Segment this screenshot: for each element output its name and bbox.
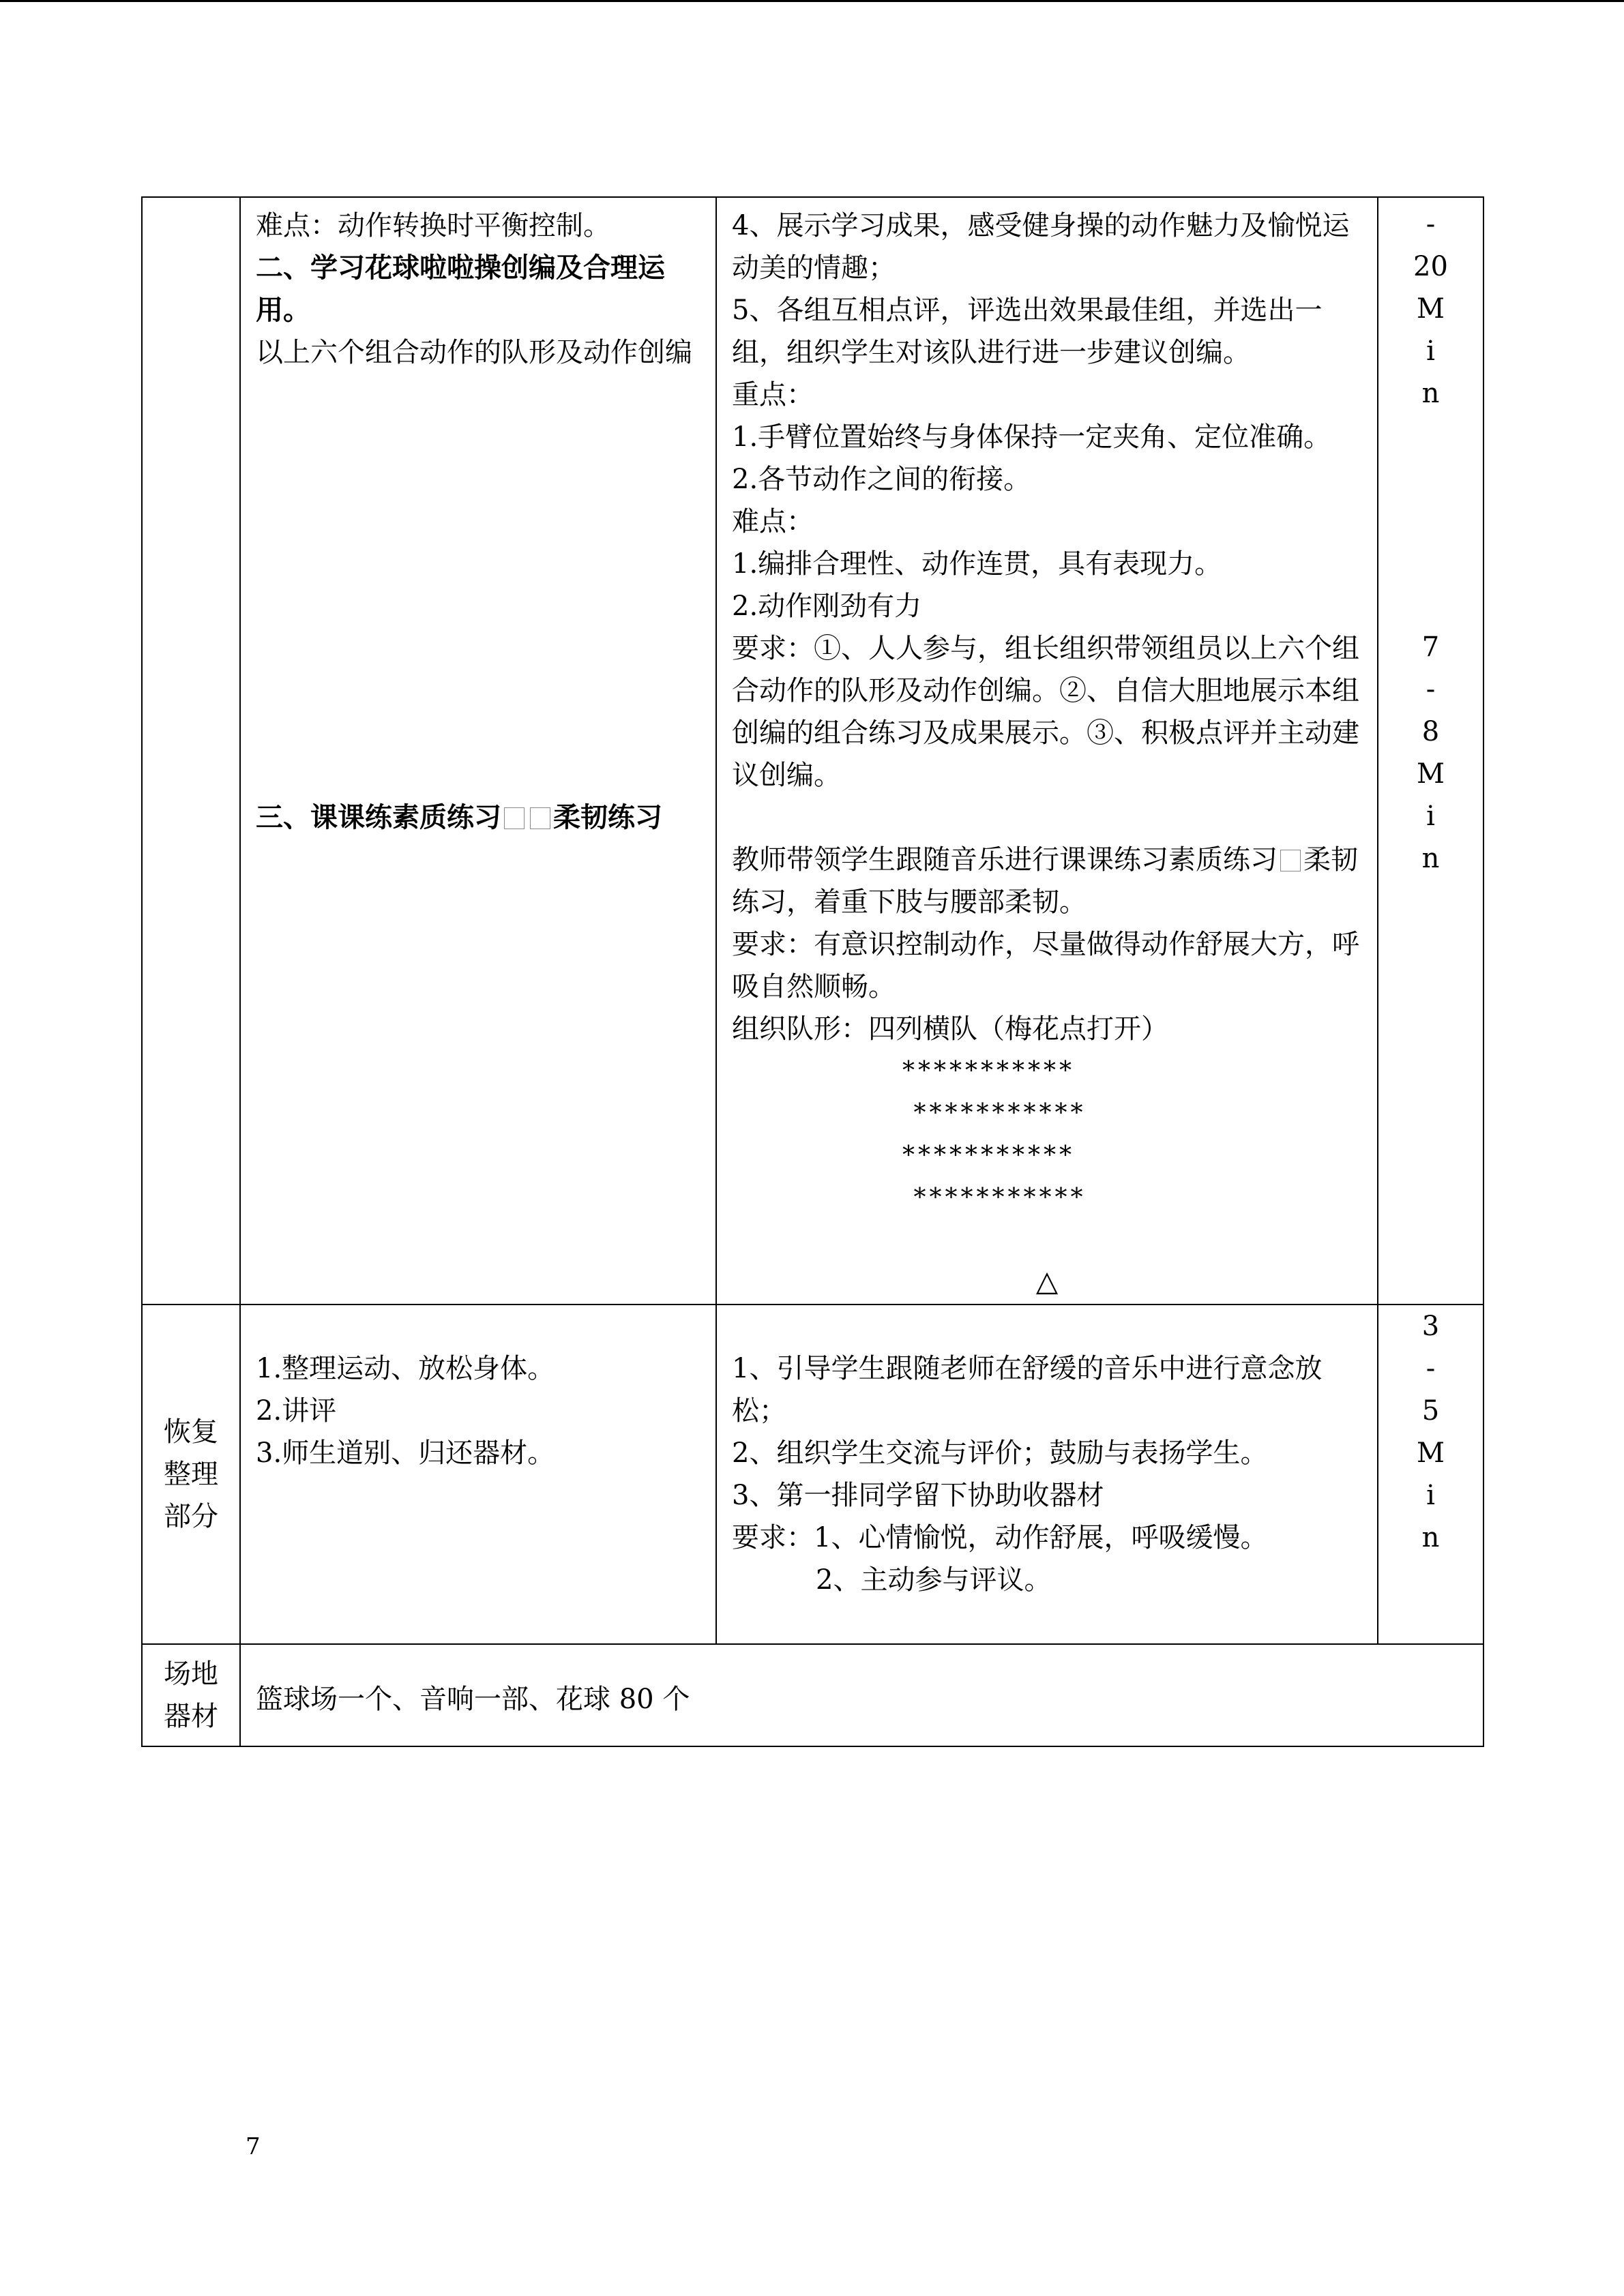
time-char: M xyxy=(1417,1437,1445,1469)
recovery-method-line: 3、第一排同学留下协助收器材 xyxy=(732,1480,1104,1511)
method-line: 1.手臂位置始终与身体保持一定夹角、定位准确。 xyxy=(732,421,1331,453)
main-section-row xyxy=(142,197,1483,1304)
main-section-label-cell xyxy=(142,197,240,1304)
part3-title xyxy=(256,796,700,839)
recovery-time-cell xyxy=(1378,1304,1483,1644)
equipment-section-row xyxy=(142,1644,1483,1746)
time-char: 7 xyxy=(1421,631,1440,663)
time-char: i xyxy=(1426,801,1435,832)
part3-title-end: 柔韧练习 xyxy=(553,801,662,833)
recovery-section-row xyxy=(142,1304,1483,1644)
recovery-label-line: 恢复 xyxy=(164,1416,218,1448)
difficulty-line: 难点：动作转换时平衡控制。 xyxy=(256,210,610,241)
time-char: M xyxy=(1417,293,1445,325)
time-char: - xyxy=(1426,674,1436,705)
formation-row: *********** xyxy=(902,1099,1087,1127)
time-char: 5 xyxy=(1421,1395,1440,1427)
part3-method-start: 教师带领学生跟随音乐进行课课练习素质练习 xyxy=(732,844,1278,876)
formation-row: *********** xyxy=(902,1184,1087,1212)
missing-glyph-box xyxy=(530,807,550,829)
method-line: 5、各组互相点评，评选出效果最佳组，并选出一组，组织学生对该队进行进一步建议创编。 xyxy=(732,295,1323,368)
time-char: - xyxy=(1426,1353,1436,1384)
main-section-content-cell xyxy=(240,197,716,1304)
formation-row: *********** xyxy=(902,1057,1075,1085)
recovery-method-cell xyxy=(716,1304,1378,1644)
time-char: n xyxy=(1421,843,1440,874)
part3-method xyxy=(732,839,1362,923)
part3-title-start: 三、课课练素质练习 xyxy=(256,801,501,833)
time-char: n xyxy=(1421,1522,1440,1553)
method-line: 重点： xyxy=(732,379,814,411)
method-line: 要求：①、人人参与，组长组织带领组员以上六个组合动作的队形及动作创编。②、自信大胆地展示本组创编的组合练习及成果展示。③、积极点评并主动建议创编。 xyxy=(732,633,1359,791)
missing-glyph-box xyxy=(1280,850,1301,871)
method-line: 难点： xyxy=(732,506,814,537)
recovery-item: 1.整理运动、放松身体。 xyxy=(256,1353,555,1384)
recovery-item: 2.讲评 xyxy=(256,1395,337,1427)
time-char: 3 xyxy=(1421,1311,1440,1342)
part3-requirement: 要求：有意识控制动作，尽量做得动作舒展大方，呼吸自然顺畅。 xyxy=(732,929,1359,1002)
recovery-method-line: 1、引导学生跟随老师在舒缓的音乐中进行意念放松； xyxy=(732,1353,1323,1427)
time-char: i xyxy=(1426,1480,1435,1511)
part3-method-end: 柔韧练习，着重下肢与腰部柔韧。 xyxy=(732,844,1358,918)
page-number: 7 xyxy=(246,2133,261,2160)
method-line: 2.各节动作之间的衔接。 xyxy=(732,464,1031,495)
part2-description: 以上六个组合动作的队形及动作创编 xyxy=(256,337,692,368)
formation-row: *********** xyxy=(902,1142,1075,1169)
formation-label: 组织队形：四列横队（梅花点打开） xyxy=(732,1013,1168,1045)
time-char: i xyxy=(1426,336,1435,367)
equipment-content-cell xyxy=(240,1644,1483,1746)
time-char: - xyxy=(1426,209,1436,240)
recovery-label-line: 部分 xyxy=(164,1501,218,1532)
main-section-time-cell xyxy=(1378,197,1483,1304)
recovery-method-line: 2、主动参与评议。 xyxy=(816,1564,1052,1596)
recovery-label-cell xyxy=(142,1304,240,1644)
recovery-method-line: 要求：1、心情愉悦，动作舒展，呼吸缓慢。 xyxy=(732,1522,1268,1553)
method-line: 1.编排合理性、动作连贯，具有表现力。 xyxy=(732,548,1222,580)
recovery-method-line: 2、组织学生交流与评价；鼓励与表扬学生。 xyxy=(732,1437,1268,1469)
time-char: n xyxy=(1421,378,1440,409)
method-line: 2.动作刚劲有力 xyxy=(732,591,922,622)
part2-title: 二、学习花球啦啦操创编及合理运用。 xyxy=(256,252,665,326)
equipment-content: 篮球场一个、音响一部、花球 80 个 xyxy=(256,1684,690,1715)
lesson-plan-table xyxy=(141,196,1484,1747)
main-section-method-cell xyxy=(716,197,1378,1304)
missing-glyph-box xyxy=(504,807,525,829)
equipment-label-line: 器材 xyxy=(164,1701,218,1732)
equipment-label-line: 场地 xyxy=(164,1658,218,1690)
page-top-border xyxy=(0,0,1624,2)
equipment-label-cell xyxy=(142,1644,240,1746)
recovery-content-cell xyxy=(240,1304,716,1644)
recovery-item: 3.师生道别、归还器材。 xyxy=(256,1437,555,1469)
recovery-label-line: 整理 xyxy=(164,1459,218,1490)
time-char: M xyxy=(1417,758,1445,790)
method-line: 4、展示学习成果，感受健身操的动作魅力及愉悦运动美的情趣； xyxy=(732,210,1350,284)
teacher-position-symbol: △ xyxy=(1035,1264,1059,1298)
time-char: 20 xyxy=(1413,251,1448,282)
time-char: 8 xyxy=(1421,716,1440,747)
